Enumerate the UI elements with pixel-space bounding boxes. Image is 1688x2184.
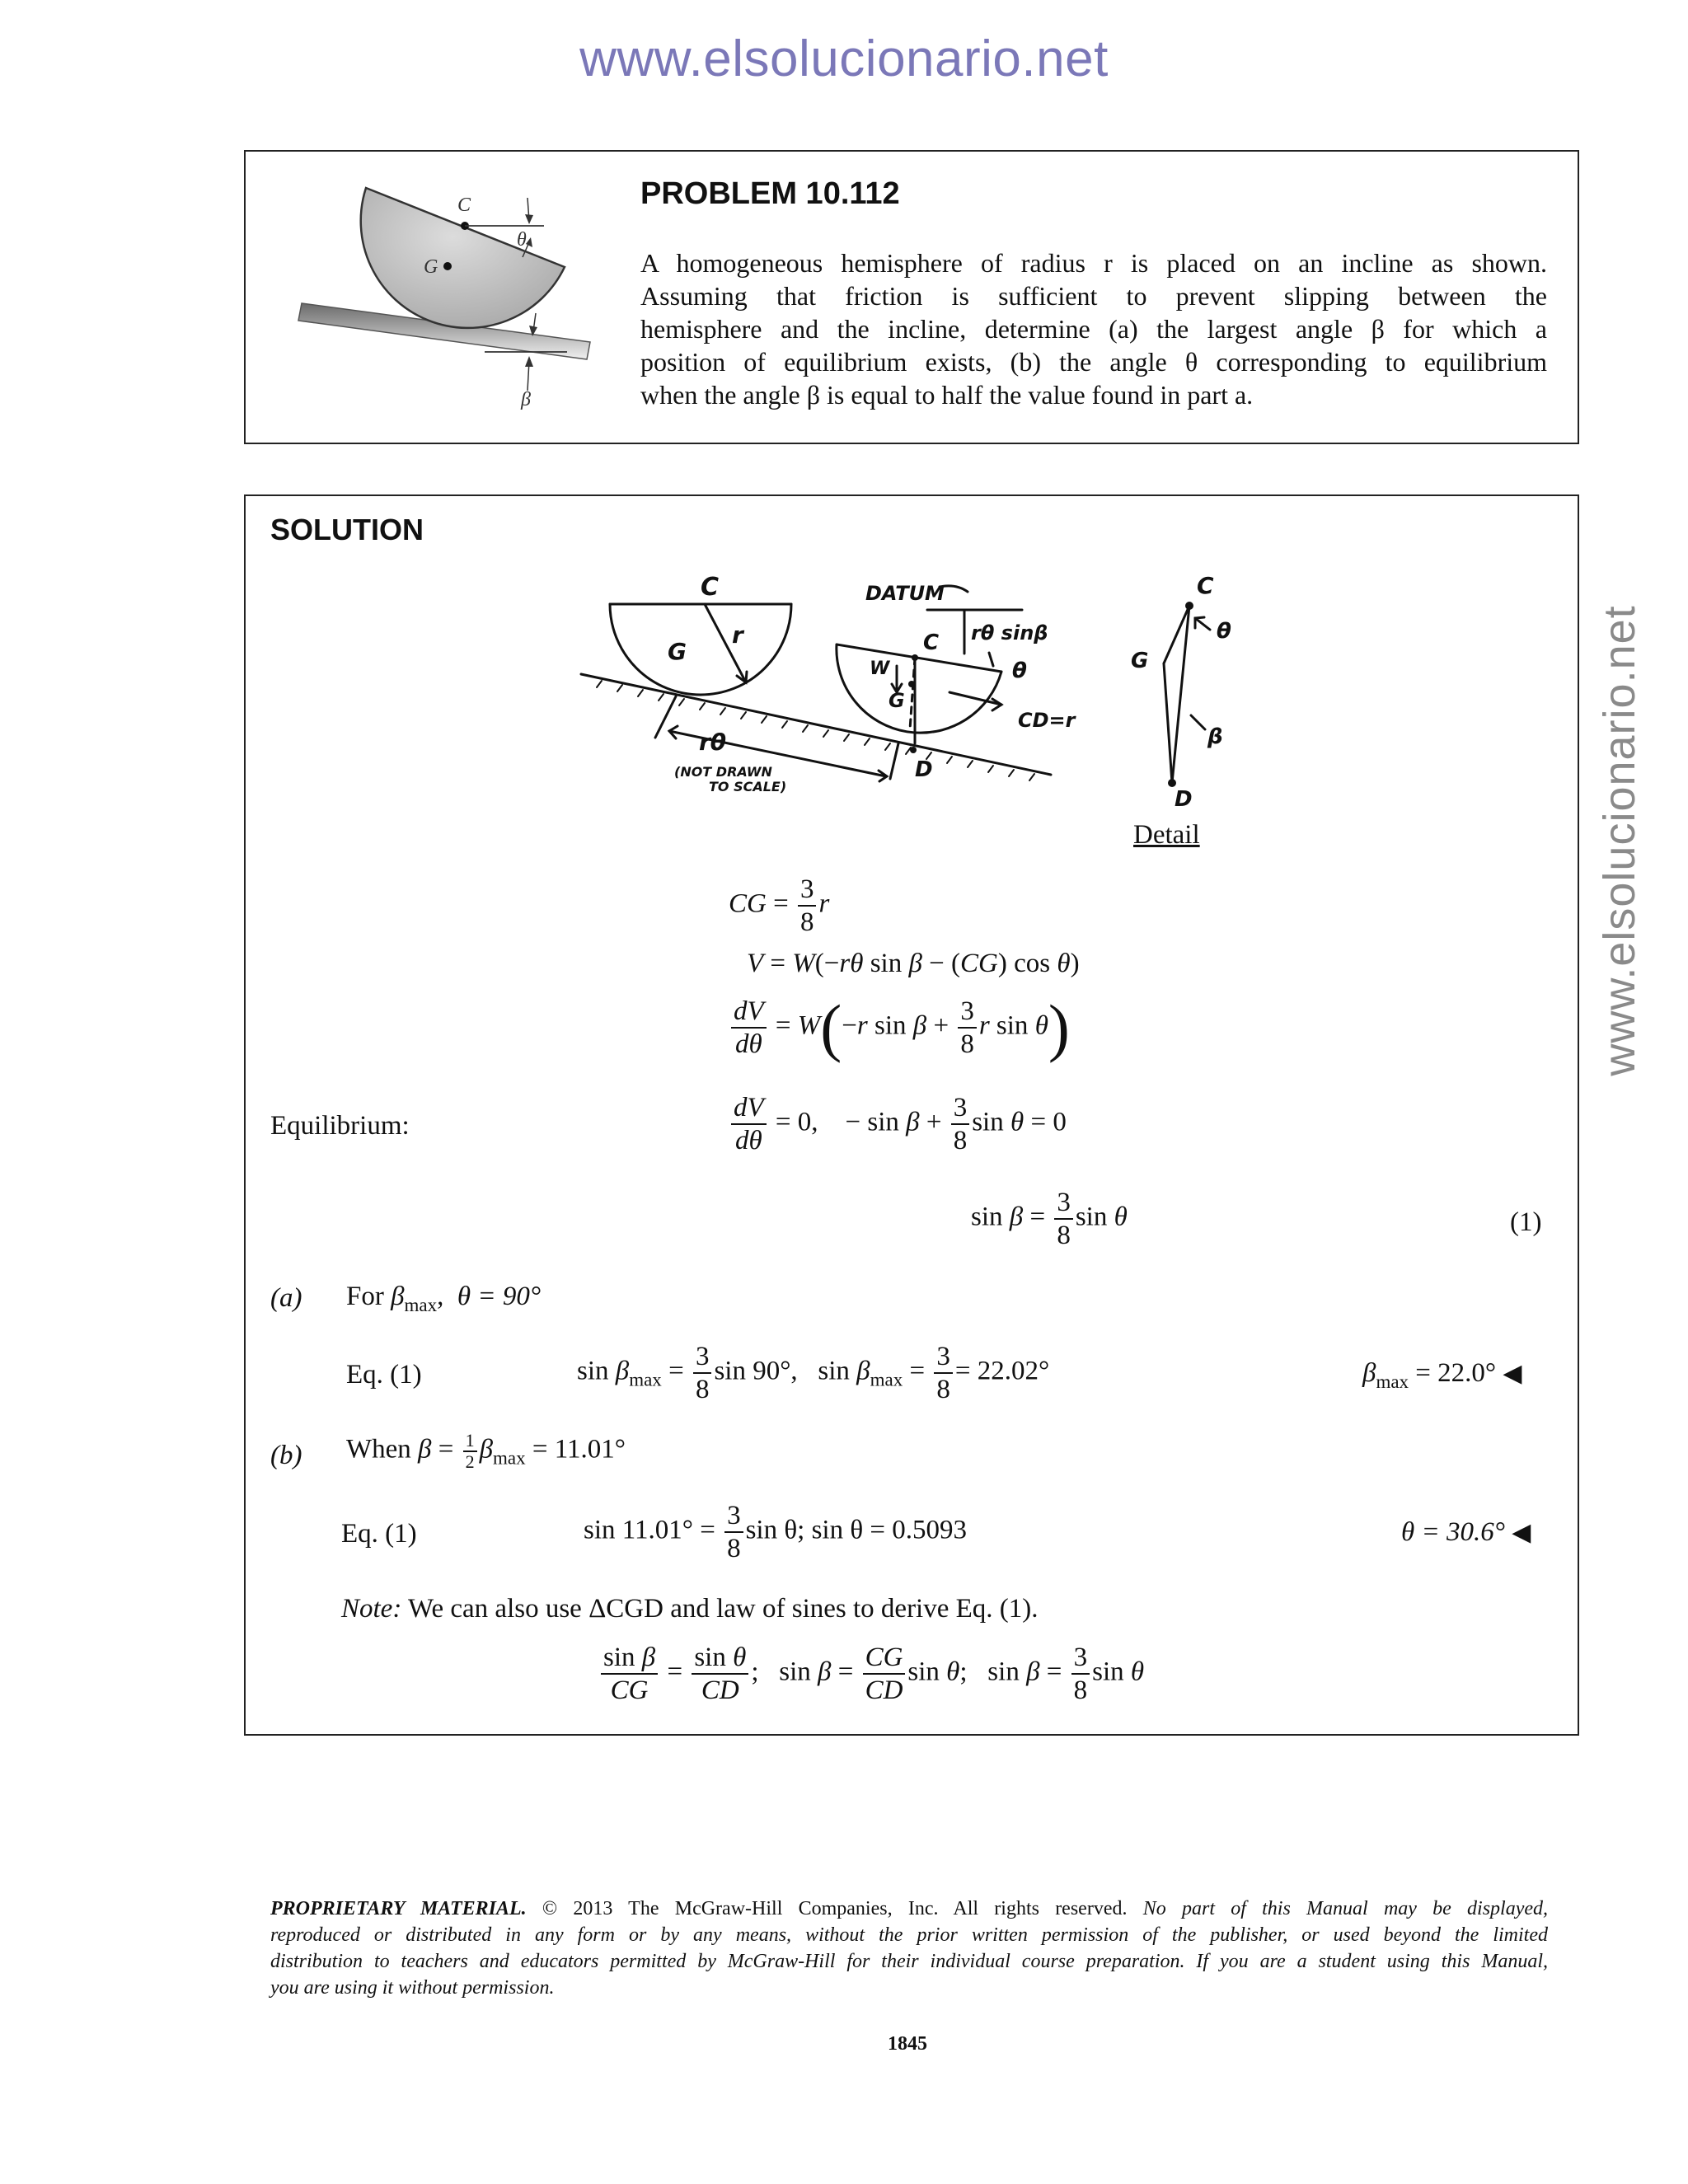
problem-statement (640, 246, 1547, 411)
sketch-label-to-scale: TO SCALE) (709, 779, 787, 794)
footer-line: reproduced or distributed in any form or by any means, without the prior written permission of the publisher, or used beyond the limited (270, 1924, 1548, 1946)
detail-label-beta: β (1207, 724, 1223, 749)
part-b-condition: When β = $\frac{1}{2}$ $\beta_{max} = 11.01^\circ$ (346, 1430, 626, 1472)
part-b-eq-ref: Eq. (1) (341, 1519, 417, 1549)
problem-box (244, 150, 1579, 444)
sketch-label-not-drawn: (NOT DRAWN (674, 764, 772, 780)
problem-title: PROBLEM 10.112 (640, 176, 900, 211)
solution-sketch (577, 560, 1294, 824)
part-b-label: (b) (270, 1441, 302, 1470)
problem-line: position of equilibrium exists, (b) the angle θ corresponding to equilibrium (640, 347, 1547, 377)
equilibrium-label: Equilibrium: (270, 1111, 410, 1141)
eq-law-of-sines: $\frac{\text{sin β}}{CG}$ = $\frac{\text{sin θ}}{CD}$ ; sin β = $\frac{CG}{CD}$ sin θ; sin β = $\frac{3}{8}$ sin θ (598, 1642, 1144, 1706)
page-number: 1845 (888, 2033, 927, 2055)
sketch-label-c2: C (923, 630, 940, 655)
eq-potential: V = W(−rθ sin β − (CG) cos θ) (747, 949, 1080, 978)
eq-number: (1) (1510, 1207, 1542, 1237)
sketch-label-g1: G (668, 638, 687, 665)
fig-label-g: G (424, 256, 438, 278)
detail-label-c: C (1197, 572, 1214, 599)
sketch-label-r: r (732, 621, 743, 649)
detail-label-d: D (1175, 787, 1193, 812)
fig-label-beta: β (521, 389, 531, 410)
note-text: Note: We can also use ΔCGD and law of sines to derive Eq. (1). (341, 1594, 1039, 1624)
fig-label-c: C (457, 194, 471, 216)
sketch-label-w: W (870, 658, 890, 679)
answer-marker-icon: ◀ (1503, 1359, 1522, 1388)
sketch-label-c1: C (701, 573, 720, 602)
eq-cg: CG = $\frac{3}{8}$ r (729, 874, 830, 937)
detail-label-g: G (1131, 649, 1149, 673)
sketch-label-rtheta-sinbeta: rθ sinβ (971, 621, 1048, 644)
watermark-top: www.elsolucionario.net (579, 30, 1109, 87)
eq-derivative: $\frac{dV}{d\theta}$ = W(−r sin β + $\frac{3}{8}$ r sin θ) (729, 996, 1070, 1060)
sketch-label-cd: CD=r (1018, 709, 1076, 732)
watermark-side: www.elsolucionario.net (1595, 605, 1644, 1076)
eq-one: sin β = $\frac{3}{8}$ sin θ (971, 1188, 1128, 1250)
part-a-label: (a) (270, 1283, 302, 1313)
problem-line: A homogeneous hemisphere of radius r is placed on an incline as shown. (640, 248, 1547, 278)
part-a-equation: $\sin \beta_{max}$ = $\frac{3}{8}$ sin 90°, $\sin \beta_{max}$ = $\frac{3}{8}$ = 22.02° (577, 1342, 1050, 1404)
problem-line: when the angle β is equal to half the value found in part a. (640, 380, 1254, 410)
problem-line: Assuming that friction is sufficient to prevent slipping between the (640, 281, 1547, 311)
part-b-answer: θ = 30.6° ◀ (1401, 1517, 1531, 1547)
part-b-equation: sin 11.01° = $\frac{3}{8}$ sin θ; sin θ = 0.5093 (584, 1501, 968, 1563)
part-a-eq-ref: Eq. (1) (346, 1360, 422, 1390)
solution-title: SOLUTION (270, 513, 424, 546)
footer-line: distribution to teachers and educators permitted by McGraw-Hill for their individual course preparation. If you are a student using this Manual, (270, 1951, 1548, 1972)
footer-line: you are using it without permission. (270, 1977, 555, 1999)
footer-copyright (270, 1896, 1548, 2001)
sketch-label-datum: DATUM (865, 582, 945, 605)
sketch-label-d: D (915, 757, 933, 782)
sketch-label-rtheta: rθ (699, 729, 727, 756)
detail-caption: Detail (1133, 820, 1200, 850)
part-a-answer: $\beta_{max} = 22.0^\circ$ ◀ (1362, 1358, 1522, 1392)
fig-label-theta: θ (517, 229, 527, 251)
footer-line: PROPRIETARY MATERIAL. © 2013 The McGraw-Hill Companies, Inc. All rights reserved. No part of this Manual may be displayed, (270, 1898, 1549, 1919)
eq-equilibrium: $\frac{dV}{d\theta}$ = 0, − sin β + $\frac{3}{8}$ sin θ = 0 (729, 1092, 1067, 1156)
sketch-label-theta: θ (1012, 658, 1027, 683)
answer-marker-icon: ◀ (1512, 1518, 1531, 1547)
sketch-label-g2: G (889, 689, 905, 712)
problem-line: hemisphere and the incline, determine (a) the largest angle β for which a (640, 314, 1547, 344)
detail-label-theta: θ (1217, 619, 1231, 644)
part-a-condition: For $\beta_{max}$, θ = 90° (346, 1282, 542, 1315)
